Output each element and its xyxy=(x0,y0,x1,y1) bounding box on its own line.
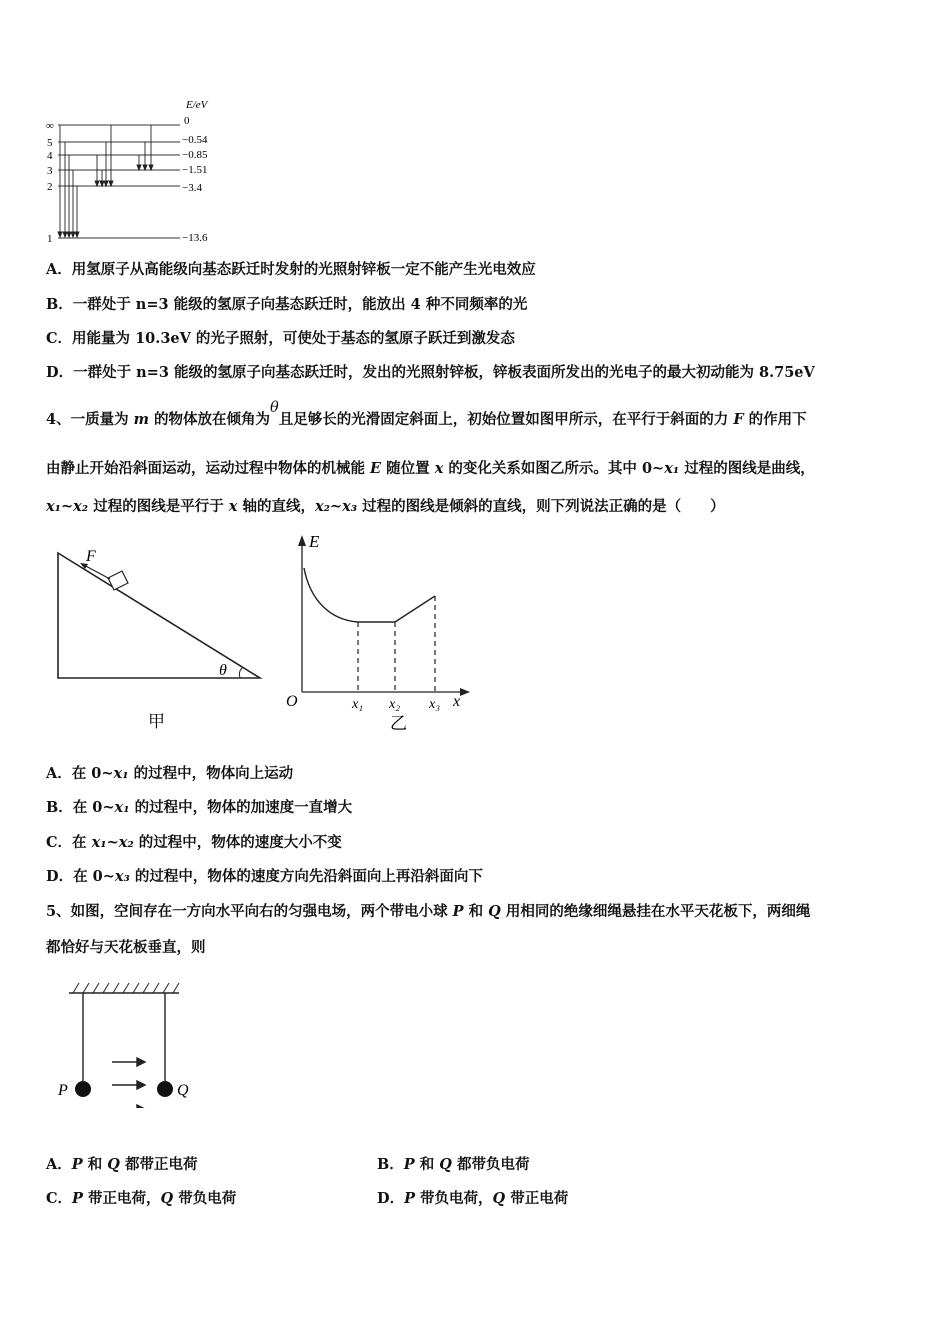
y-axis-label: E xyxy=(309,532,320,551)
level-n-2: 2 xyxy=(47,181,53,193)
q3-option-c: C．用能量为 10.3eV 的光子照射，可使处于基态的氢原子跃迁到激发态 xyxy=(46,330,515,347)
ball-p xyxy=(75,1081,91,1097)
q4-option-b: B．在 0~x₁ 的过程中，物体的加速度一直增大 xyxy=(46,799,353,816)
q5-stem-line2: 都恰好与天花板垂直，则 xyxy=(46,939,206,956)
q4-stem-line1: 4、一质量为 m 的物体放在倾角为θ且足够长的光滑固定斜面上，初始位置如图甲所示，在平行于斜面的力 F 的作用下 xyxy=(46,400,807,428)
label-p: P xyxy=(58,1082,68,1099)
tick-x2: x₂ xyxy=(389,697,401,712)
energy-level-diagram xyxy=(40,95,240,245)
theta-symbol: θ xyxy=(270,400,279,416)
q3-option-d: D．一群处于 n=3 能级的氢原子向基态跃迁时，发出的光照射锌板，锌板表面所发出的光电子的最大初动能为 8.75eV xyxy=(46,364,815,381)
level-n-inf: ∞ xyxy=(46,120,54,132)
pendulum-figure xyxy=(55,978,215,1108)
q5-option-b: B．P 和 Q 都带负电荷 xyxy=(377,1156,530,1173)
caption-jia: 甲 xyxy=(148,712,165,731)
level-e-5: −0.54 xyxy=(182,134,208,146)
q4-option-a: A．在 0~x₁ 的过程中，物体向上运动 xyxy=(46,765,294,782)
level-e-4: −0.85 xyxy=(182,149,208,161)
level-e-3: −1.51 xyxy=(182,164,208,176)
energy-axis-label: E/eV xyxy=(186,99,208,111)
q5-option-c: C．P 带正电荷，Q 带负电荷 xyxy=(46,1190,237,1207)
x-axis-label: x xyxy=(453,693,461,710)
tick-x1: x₁ xyxy=(352,697,364,712)
level-n-4: 4 xyxy=(47,150,53,162)
block xyxy=(108,571,128,590)
level-n-3: 3 xyxy=(47,165,53,177)
energy-curve xyxy=(304,568,435,622)
origin-label: O xyxy=(286,693,298,710)
angle-label: θ xyxy=(219,662,227,679)
label-q: Q xyxy=(177,1082,189,1099)
level-e-1: −13.6 xyxy=(182,232,208,244)
field-arrows xyxy=(112,1058,145,1108)
level-e-2: −3.4 xyxy=(182,182,202,194)
q4-option-c: C．在 x₁~x₂ 的过程中，物体的速度大小不变 xyxy=(46,834,342,851)
q4-stem-line3: x₁~x₂ 过程的图线是平行于 x 轴的直线，x₂~x₃ 过程的图线是倾斜的直线，则下列说法正确的是（ ） xyxy=(46,498,725,515)
tick-x3: x₃ xyxy=(429,697,441,712)
level-n-5: 5 xyxy=(47,137,53,149)
level-n-1: 1 xyxy=(47,233,53,245)
q4-stem-line2: 由静止开始沿斜面运动，运动过程中物体的机械能 E 随位置 x 的变化关系如图乙所示。其中 0~x₁ 过程的图线是曲线， xyxy=(46,460,815,477)
q3-option-a: A．用氢原子从高能级向基态跃迁时发射的光照射锌板一定不能产生光电效应 xyxy=(46,261,536,278)
q4-option-d: D．在 0~x₃ 的过程中，物体的速度方向先沿斜面向上再沿斜面向下 xyxy=(46,868,483,885)
q5-option-a: A．P 和 Q 都带正电荷 xyxy=(46,1156,198,1173)
q5-stem-line1: 5、如图，空间存在一方向水平向右的匀强电场，两个带电小球 P 和 Q 用相同的绝缘细绳悬挂在水平天花板下，两细绳 xyxy=(46,903,811,920)
ball-q xyxy=(157,1081,173,1097)
q3-option-b: B．一群处于 n=3 能级的氢原子向基态跃迁时，能放出 4 种不同频率的光 xyxy=(46,296,528,313)
caption-yi: 乙 xyxy=(390,714,407,733)
force-label: F xyxy=(86,548,96,565)
energy-position-graph xyxy=(280,530,480,735)
level-e-inf: 0 xyxy=(184,115,190,127)
incline-figure xyxy=(50,545,270,735)
q5-option-d: D．P 带负电荷，Q 带正电荷 xyxy=(377,1190,569,1207)
